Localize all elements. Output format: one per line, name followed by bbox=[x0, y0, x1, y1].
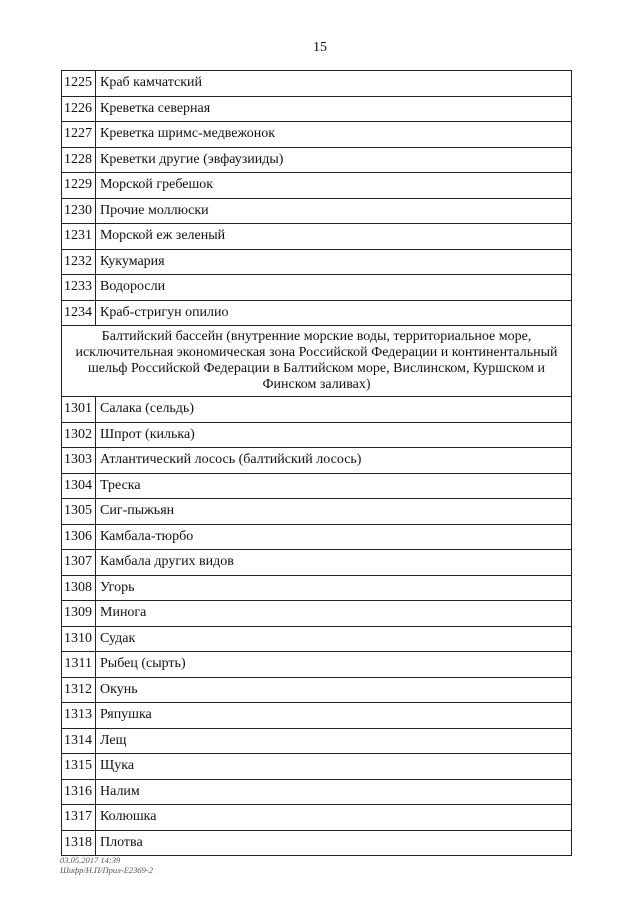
section-header-body bbox=[62, 326, 572, 397]
row-code: 1230 bbox=[62, 198, 96, 224]
row-name: Судак bbox=[96, 626, 572, 652]
footer-timestamp: 03.05.2017 14:39 bbox=[60, 855, 121, 865]
row-code: 1316 bbox=[62, 779, 96, 805]
row-code: 1311 bbox=[62, 652, 96, 678]
row-code: 1315 bbox=[62, 754, 96, 780]
table-body-after bbox=[62, 397, 572, 856]
table-row bbox=[62, 703, 572, 729]
row-code: 1228 bbox=[62, 147, 96, 173]
row-name: Рыбец (сырть) bbox=[96, 652, 572, 678]
table-row bbox=[62, 198, 572, 224]
row-name: Прочие моллюски bbox=[96, 198, 572, 224]
row-name: Креветки другие (эвфаузииды) bbox=[96, 147, 572, 173]
row-name: Треска bbox=[96, 473, 572, 499]
table-row bbox=[62, 830, 572, 856]
row-code: 1227 bbox=[62, 122, 96, 148]
table-row bbox=[62, 601, 572, 627]
row-code: 1307 bbox=[62, 550, 96, 576]
row-code: 1301 bbox=[62, 397, 96, 423]
table-row bbox=[62, 422, 572, 448]
row-name: Плотва bbox=[96, 830, 572, 856]
row-code: 1302 bbox=[62, 422, 96, 448]
row-code: 1317 bbox=[62, 805, 96, 831]
row-code: 1305 bbox=[62, 499, 96, 525]
row-code: 1318 bbox=[62, 830, 96, 856]
row-name: Креветка северная bbox=[96, 96, 572, 122]
row-name: Угорь bbox=[96, 575, 572, 601]
page-number: 15 bbox=[313, 40, 327, 55]
row-code: 1306 bbox=[62, 524, 96, 550]
table-row bbox=[62, 754, 572, 780]
row-code: 1225 bbox=[62, 71, 96, 97]
footer-document-code: Шифр/Н.П/Прил-Е2369-2 bbox=[60, 865, 153, 875]
table-row bbox=[62, 575, 572, 601]
section-header-row bbox=[62, 326, 572, 397]
document-footer bbox=[60, 855, 153, 875]
row-code: 1233 bbox=[62, 275, 96, 301]
table-row bbox=[62, 397, 572, 423]
section-header-baltic: Балтийский бассейн (внутренние морские воды, территориальное море, исключительная экономическая зона Российской Федерации и континентальный шельф Российской Федерации в Балтийском море, Вислинском, Куршском и Финском заливах) bbox=[62, 326, 572, 397]
row-code: 1231 bbox=[62, 224, 96, 250]
row-name: Налим bbox=[96, 779, 572, 805]
table-row bbox=[62, 524, 572, 550]
table-row bbox=[62, 473, 572, 499]
row-code: 1226 bbox=[62, 96, 96, 122]
table-row bbox=[62, 249, 572, 275]
table-row bbox=[62, 275, 572, 301]
table-row bbox=[62, 147, 572, 173]
row-name: Сиг-пыжьян bbox=[96, 499, 572, 525]
row-code: 1312 bbox=[62, 677, 96, 703]
table-row bbox=[62, 224, 572, 250]
row-name: Минога bbox=[96, 601, 572, 627]
table-row bbox=[62, 805, 572, 831]
row-name: Камбала других видов bbox=[96, 550, 572, 576]
table-row bbox=[62, 300, 572, 326]
row-code: 1234 bbox=[62, 300, 96, 326]
row-name: Камбала-тюрбо bbox=[96, 524, 572, 550]
row-code: 1314 bbox=[62, 728, 96, 754]
row-name: Краб камчатский bbox=[96, 71, 572, 97]
row-name: Салака (сельдь) bbox=[96, 397, 572, 423]
row-name: Окунь bbox=[96, 677, 572, 703]
table-row bbox=[62, 96, 572, 122]
row-name: Морской еж зеленый bbox=[96, 224, 572, 250]
table-row bbox=[62, 499, 572, 525]
row-code: 1308 bbox=[62, 575, 96, 601]
row-name: Шпрот (килька) bbox=[96, 422, 572, 448]
table-row bbox=[62, 626, 572, 652]
row-code: 1304 bbox=[62, 473, 96, 499]
row-name: Краб-стригун опилио bbox=[96, 300, 572, 326]
row-code: 1303 bbox=[62, 448, 96, 474]
row-name: Морской гребешок bbox=[96, 173, 572, 199]
table-row bbox=[62, 173, 572, 199]
table-row bbox=[62, 448, 572, 474]
row-name: Водоросли bbox=[96, 275, 572, 301]
row-name: Атлантический лосось (балтийский лосось) bbox=[96, 448, 572, 474]
table-row bbox=[62, 652, 572, 678]
table-row bbox=[62, 677, 572, 703]
row-name: Колюшка bbox=[96, 805, 572, 831]
row-code: 1232 bbox=[62, 249, 96, 275]
table-row bbox=[62, 779, 572, 805]
row-name: Кукумария bbox=[96, 249, 572, 275]
row-code: 1310 bbox=[62, 626, 96, 652]
row-name: Лещ bbox=[96, 728, 572, 754]
table-row bbox=[62, 728, 572, 754]
table-row bbox=[62, 71, 572, 97]
row-name: Ряпушка bbox=[96, 703, 572, 729]
species-code-table bbox=[61, 70, 572, 856]
row-name: Креветка шримс-медвежонок bbox=[96, 122, 572, 148]
table-row bbox=[62, 550, 572, 576]
table-body-before bbox=[62, 71, 572, 326]
row-name: Щука bbox=[96, 754, 572, 780]
row-code: 1229 bbox=[62, 173, 96, 199]
table-row bbox=[62, 122, 572, 148]
row-code: 1313 bbox=[62, 703, 96, 729]
row-code: 1309 bbox=[62, 601, 96, 627]
